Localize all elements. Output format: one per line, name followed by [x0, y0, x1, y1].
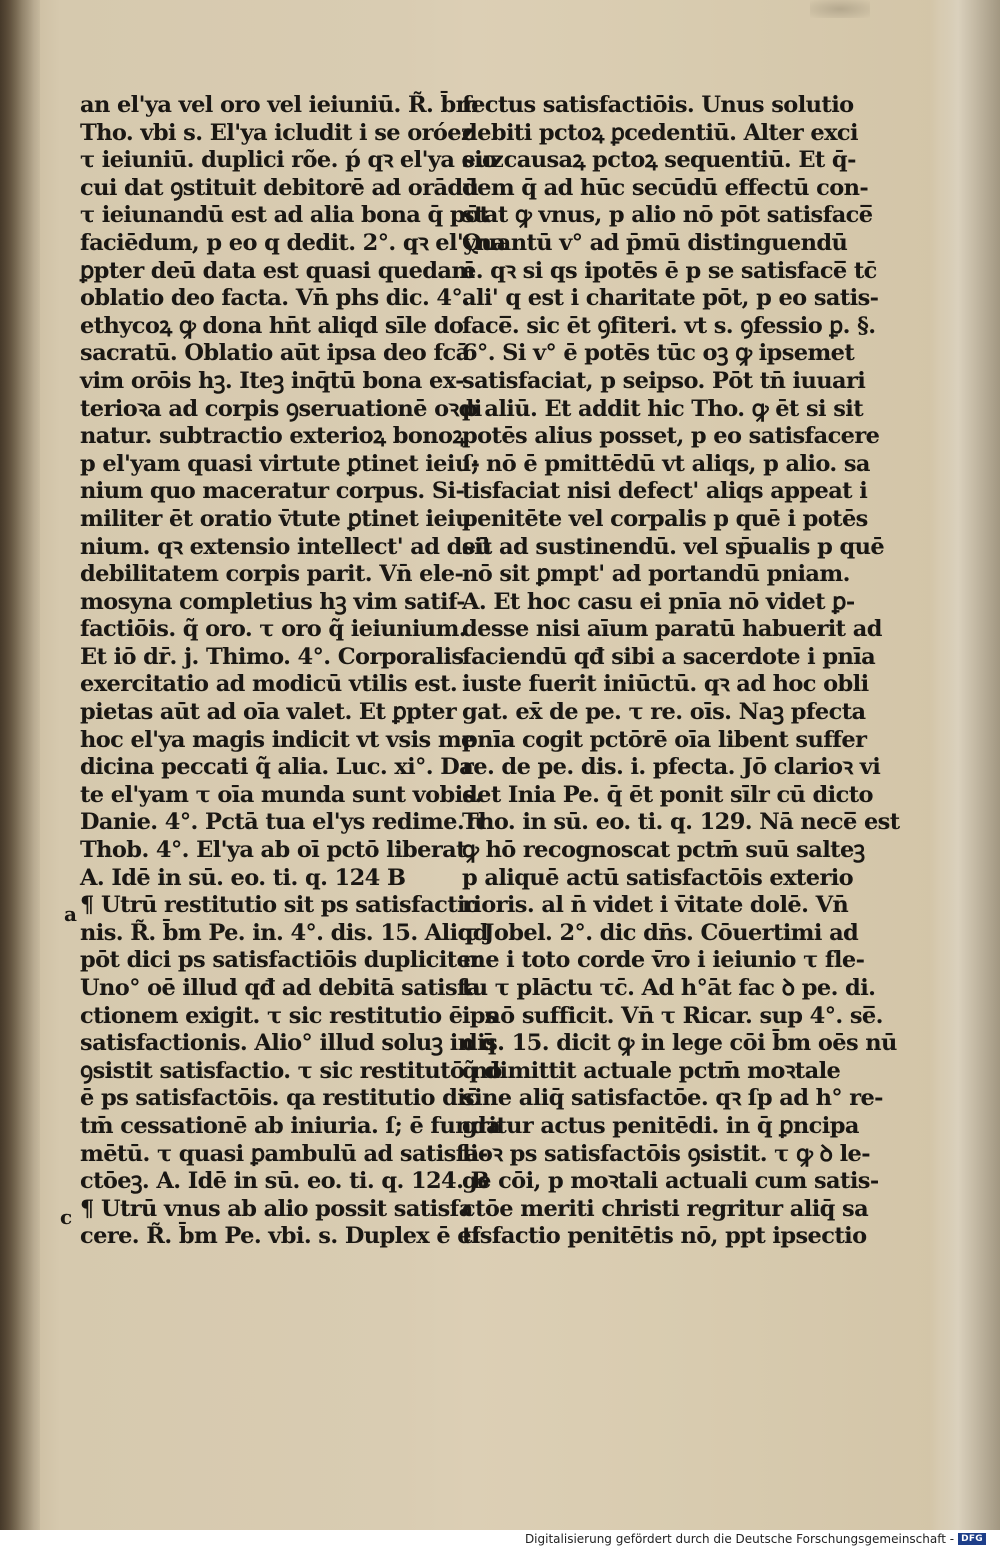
book-gutter	[0, 0, 40, 1530]
text-line: mētū. τ quasi ꝑambulū ad satisfa-	[80, 1140, 488, 1167]
text-line: Uno° oē illud qđ ad debitā satisfa	[80, 975, 481, 1001]
text-column-right	[462, 92, 900, 1251]
text-line: cui dat ꝯstituit debitorē ad orādū	[80, 174, 479, 201]
text-line: tu τ plāctu τc̄. Ad h°āt fac ꝺ pe. di.	[462, 975, 876, 1001]
text-line: tisfactio penitētis nō, ppt ipsectio	[462, 1223, 867, 1250]
text-line: mosyna completius hꝫ vim satif-	[80, 588, 465, 615]
text-line: ctionem exigit. τ sic restitutio ē ps	[80, 1002, 497, 1029]
text-line: hoc el'ya magis indicit vt vsis me	[80, 726, 475, 753]
text-line: gritur actus penitēdi. in q̄ ꝑncipa	[462, 1112, 859, 1139]
text-line: me i toto corde v̄ro i ieiunio τ fle-	[462, 947, 865, 974]
text-line: debiti pctoꝝ ꝑcedentiū. Alter exci	[462, 119, 858, 146]
text-line: Danie. 4°. Pctā tua el'ys redime. τ	[80, 809, 486, 836]
text-line: τ Jobel. 2°. dic dn̄s. Cōuertimi ad	[462, 919, 859, 946]
text-line: terioꝛa ad corpis ꝯseruationē oꝛdi	[80, 395, 482, 422]
text-line: satisfaciat, p seipso. Pōt tn̄ iuuari	[462, 367, 866, 394]
footer-credit: Digitalisierung gefördert durch die Deutsche Forschungsgemeinschaft -	[524, 1532, 955, 1546]
text-line: debilitatem corpis parit. Vn̄ ele-	[80, 561, 464, 588]
text-line: nō sit ꝑmpt' ad portandū pniam.	[462, 561, 850, 588]
text-line: nium. qꝛ extensio intellect' ad deū	[80, 533, 492, 560]
text-line: oblatio deo facta. Vn̄ phs dic. 4°.	[80, 285, 470, 312]
text-line: pietas aūt ad oīa valet. Et ꝑpter	[80, 699, 457, 726]
text-line: ē. qꝛ si qs ipotēs ē p se satisface̅ tc̄	[462, 257, 877, 284]
text-line: dem q̄ ad hūc secūdū effectū con-	[462, 174, 869, 201]
text-line: ali' q est i charitate pōt, p eo satis-	[462, 285, 879, 312]
text-line: A. Et hoc casu ei pnīa nō videt ꝑ-	[462, 588, 855, 615]
text-line: 6°. Si v° ē potēs tūc oꝫ ꝙ ipsemet	[462, 340, 855, 367]
text-line: ethycoꝝ ꝙ dona hn̄t aliqd sīle do	[80, 312, 464, 339]
text-line: faciendū qđ sibi a sacerdote i pnīa	[462, 643, 876, 670]
text-line: factiōis. q̃ oro. τ oro q̃ ieiunium.	[80, 616, 467, 643]
text-line: sine aliq̄ satisfactōe. qꝛ ſp ad h° re-	[462, 1085, 883, 1112]
text-line: ſ; nō ē pmittēdū vt aliqs, p alio. sa	[462, 450, 870, 477]
text-line: natur. subtractio exterioꝝ bonoꝝ	[80, 423, 465, 450]
text-line: Tho. in sū. eo. ti. q. 129. Nā nece̅ est	[462, 809, 900, 836]
text-line: ꝑpter deū data est quasi quedam	[80, 257, 475, 284]
text-line: Thob. 4°. El'ya ab oī pctō liberat	[80, 837, 466, 864]
text-line: ¶ Utrū restitutio sit ps satisfactio	[80, 892, 480, 919]
text-line: tm̄ cessationē ab iniuria. ſ; ē funda	[80, 1112, 501, 1139]
text-line: militer ēt oratio v̄tute ꝑtinet ieiu	[80, 505, 471, 532]
text-line: stat ꝙ vnus, p alio nō pōt satisface̅	[462, 202, 873, 229]
margin-marker: a	[64, 902, 77, 926]
text-line: i. nō sufficit. Vn̄ τ Ricar. sup 4°. se̅.	[462, 1002, 883, 1029]
text-line: cere. R̃. b̄m Pe. vbi. s. Duplex ē ef	[80, 1223, 481, 1250]
text-line: ctōeꝫ. A. Idē in sū. eo. ti. q. 124. B	[80, 1168, 489, 1195]
text-line: satisfactionis. Alio° illud soluꝫ in q̄	[80, 1030, 496, 1057]
text-line: re. de pe. dis. i. pfecta. Jō clarioꝛ vi	[462, 754, 881, 781]
text-line: ctōe meriti christi regritur aliq̄ sa	[462, 1195, 869, 1222]
text-line: pnīa cogit pctōrē oīa libent suffer	[462, 726, 867, 753]
text-line: te el'yam τ oīa munda sunt vobis.	[80, 781, 482, 808]
text-line: penitēte vel corpalis p quē i potēs	[462, 505, 868, 532]
text-line: dis. 15. dicit ꝙ in lege cōi b̄m oēs nū	[462, 1030, 897, 1057]
text-line: A. Idē in sū. eo. ti. q. 124 B	[80, 864, 406, 891]
text-line: p el'yam quasi virtute ꝑtinet ieiu-	[80, 450, 480, 477]
text-line: Quantū v° ad p̄mū distinguendū	[462, 229, 848, 256]
text-line: Tho. vbi s. El'ya icludit i se oróez	[80, 119, 474, 146]
text-line: sit ad sustinendū. vel sp̄ualis p quē	[462, 533, 885, 560]
text-line: exercitatio ad modicū vtilis est.	[80, 671, 458, 698]
text-line: an el'ya vel oro vel ieiuniū. R̃. b̄m	[80, 92, 479, 118]
text-line: Et iō dr̄. j. Thimo. 4°. Corporalis	[80, 643, 464, 670]
text-line: ꝯsistit satisfactio. τ sic restitutō nō	[80, 1057, 502, 1084]
text-line: iuste fuerit iniūctū. qꝛ ad hoc obli	[462, 671, 869, 698]
text-line: ¶ Utrū vnus ab alio possit satisfa	[80, 1195, 473, 1222]
text-line: ē ps satisfactōis. qa restitutio dic̄	[80, 1085, 479, 1112]
text-line: faciēdum, p eo q dedit. 2°. qꝛ el'yna	[80, 229, 506, 256]
text-line: pōt dici ps satisfactiōis dupliciter	[80, 947, 482, 974]
text-line: desse nisi aīum paratū habuerit ad	[462, 616, 882, 643]
text-line: sacratū. Oblatio aūt ipsa deo fcā	[80, 340, 470, 367]
text-line: rioris. al n̄ videt i v̄itate dolē. Vn̄	[462, 892, 849, 919]
text-line: det Inia Pe. q̄ ēt ponit sīlr cū dicto	[462, 781, 873, 808]
dfg-logo: DFG	[958, 1533, 986, 1545]
text-line: dicina peccati q̃ alia. Luc. xi°. Da	[80, 754, 474, 781]
text-line: lioꝛ ps satisfactōis ꝯsistit. τ ꝙ ꝺ le-	[462, 1140, 870, 1167]
text-line: τ ieiunandū est ad alia bona q̄ pōt	[80, 202, 490, 229]
margin-marker: c	[60, 1205, 73, 1229]
text-line: nis. R̃. b̄m Pe. in. 4°. dis. 15. Aliqd	[80, 919, 488, 946]
text-line: gat. ex̄ de pe. τ re. oīs. Naꝫ pfecta	[462, 699, 866, 726]
text-line: nium quo maceratur corpus. Si-	[80, 478, 465, 505]
clip-shadow	[810, 0, 870, 18]
text-line: face̅. sic ēt ꝯfiteri. vt s. ꝯfessio ꝑ. §.	[462, 312, 876, 339]
text-line: ge cōi, p moꝛtali actuali cum satis-	[462, 1168, 879, 1195]
text-line: q̃ dimittit actuale pctm̄ moꝛtale	[462, 1057, 841, 1084]
text-line: fectus satisfactiōis. Unus solutio	[462, 92, 854, 118]
text-line: p aliū. Et addit hic Tho. ꝙ ēt si sit	[462, 395, 864, 422]
text-column-left	[80, 92, 506, 1251]
text-line: potēs alius posset, p eo satisfacere	[462, 423, 880, 450]
text-line: tisfaciat nisi defect' aliqs appeat i	[462, 478, 868, 505]
text-line: sio causaꝝ pctoꝝ sequentiū. Et q̄-	[462, 147, 856, 174]
text-line: τ ieiuniū. duplici rõe. ṕ qꝛ el'ya euz	[80, 147, 504, 174]
text-line: ꝙ hō recognoscat pctm̄ suū salteꝫ	[462, 837, 865, 864]
page-edge	[930, 0, 1000, 1530]
digitization-footer	[525, 1531, 986, 1547]
text-line: p aliquē actū satisfactōis exterio	[462, 864, 854, 891]
text-line: vim orōis hꝫ. Iteꝫ inq̄tū bona ex-	[80, 367, 464, 394]
